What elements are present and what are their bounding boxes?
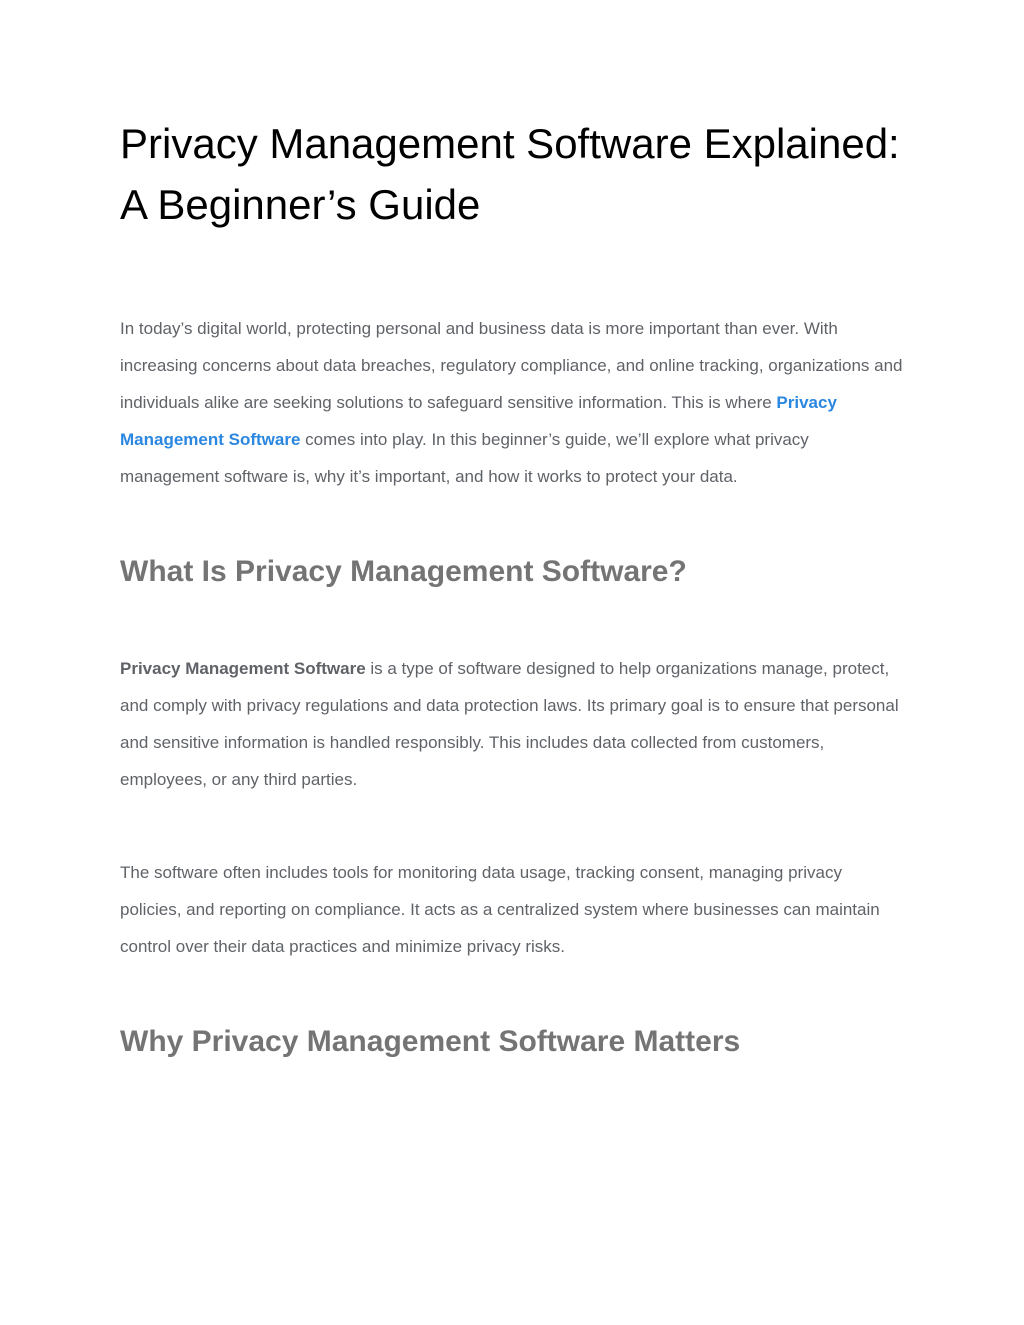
definition-bold-lead: Privacy Management Software [120, 659, 366, 678]
intro-text-before-link: In today’s digital world, protecting personal and business data is more important than ever. With increasing concerns about data breaches, regulatory compliance, and online tracking, organizations and individuals alike are seeking solutions to safeguard sensitive information. This is where [120, 319, 903, 412]
paragraph-definition [120, 650, 904, 798]
paragraph-tools: The software often includes tools for monitoring data usage, tracking consent, managing privacy policies, and reporting on compliance. It acts as a centralized system where businesses can maintain control over their data practices and minimize privacy risks. [120, 863, 880, 956]
definition-rest: is a type of software designed to help organizations manage, protect, and comply with privacy regulations and data protection laws. Its primary goal is to ensure that personal and sensitive information is handled responsibly. This includes data collected from customers, employees, or any third parties. [120, 659, 899, 789]
intro-paragraph [120, 310, 904, 495]
privacy-management-software-link[interactable]: Privacy Management Software [120, 393, 837, 449]
intro-text-after-link: comes into play. In this beginner’s guide, we’ll explore what privacy management software is, why it’s important, and how it works to protect your data. [120, 430, 809, 486]
section-heading-what-is: What Is Privacy Management Software? [120, 555, 687, 588]
section-heading-why-matters: Why Privacy Management Software Matters [120, 1025, 741, 1058]
page-title: Privacy Management Software Explained: A Beginner’s Guide [120, 120, 900, 228]
